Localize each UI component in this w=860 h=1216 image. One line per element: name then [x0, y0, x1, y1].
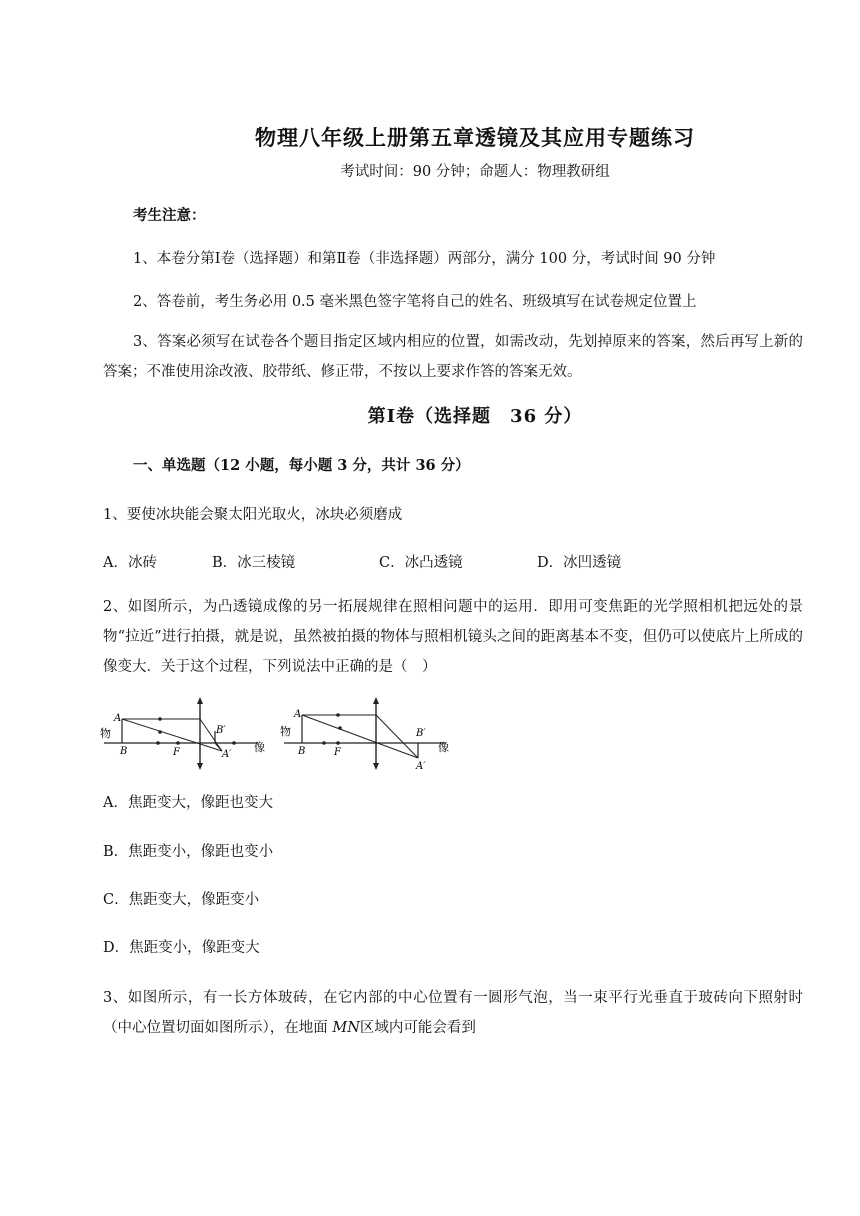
question-2-stem: 2、如图所示，为凸透镜成像的另一拓展规律在照相问题中的运用．即用可变焦距的光学照相机把远处的景物“拉近”进行拍摄，就是说，虽然被拍摄的物体与照相机镜头之间的距离基本不变，但仍可以使底片上所成的像变大．关于这个过程，下列说法中正确的是（ ）: [103, 599, 803, 675]
label-image-left: 像: [254, 741, 265, 754]
label-f-right: F: [334, 747, 341, 758]
lens-figure: [98, 695, 470, 773]
page-title: 物理八年级上册第五章透镜及其应用专题练习: [255, 125, 695, 150]
option-d[interactable]: D．冰凹透镜: [537, 555, 622, 571]
label-a-prime-right: A′: [416, 761, 426, 772]
question-2-option-a[interactable]: A．焦距变大，像距也变大: [103, 795, 273, 811]
notice-item-1: 1、本卷分第Ⅰ卷（选择题）和第Ⅱ卷（非选择题）两部分，满分 100 分，考试时间 90 分钟: [133, 251, 716, 267]
region-mn: MN: [332, 1020, 360, 1036]
label-object-left: 物: [100, 727, 111, 740]
option-c[interactable]: C．冰凸透镜: [379, 555, 463, 571]
option-a[interactable]: A．冰砖: [103, 555, 157, 571]
notice-item-3: 3、答案必须写在试卷各个题目指定区域内相应的位置，如需改动，先划掉原来的答案，然后再写上新的答案；不准使用涂改液、胶带纸、修正带，不按以上要求作答的答案无效。: [103, 334, 803, 380]
question-2-option-c[interactable]: C．焦距变大，像距变小: [103, 892, 260, 908]
exam-info: 考试时间：90 分钟；命题人：物理教研组: [340, 164, 610, 180]
label-object-right: 物: [280, 725, 291, 738]
question-2-option-b[interactable]: B．焦距变小，像距也变小: [103, 844, 274, 860]
lens-diagram-right: [280, 697, 449, 772]
label-image-right: 像: [438, 741, 449, 754]
label-a-left: A: [114, 713, 122, 724]
question-3-stem: 3、如图所示，有一长方体玻砖，在它内部的中心位置有一圆形气泡，当一束平行光垂直于玻砖向下照射时（中心位置切面如图所示），在地面 MN区域内可能会看到: [103, 990, 803, 1036]
question-1-options: [103, 551, 803, 571]
notice-item-2: 2、答卷前，考生务必用 0.5 毫米黑色签字笔将自己的姓名、班级填写在试卷规定位置上: [133, 294, 697, 310]
notice-heading: 考生注意：: [133, 207, 206, 224]
label-a-right: A: [294, 709, 302, 720]
option-b[interactable]: B．冰三棱镜: [212, 555, 296, 571]
label-b-prime-right: B′: [416, 728, 426, 739]
label-b-right: B: [298, 746, 306, 757]
label-b-prime-left: B′: [216, 725, 226, 736]
question-1-stem: 1、要使冰块能会聚太阳光取火，冰块必须磨成: [103, 507, 403, 523]
question-2-option-d[interactable]: D．焦距变小，像距变大: [103, 940, 260, 956]
section-title: 第Ⅰ卷（选择题 36 分）: [367, 406, 583, 427]
label-a-prime-left: A′: [222, 749, 232, 760]
label-b-left: B: [120, 746, 128, 757]
label-f-left: F: [173, 747, 180, 758]
part-heading: 一、单选题（12 小题，每小题 3 分，共计 36 分）: [133, 457, 470, 474]
lens-diagram-left: [100, 697, 265, 770]
